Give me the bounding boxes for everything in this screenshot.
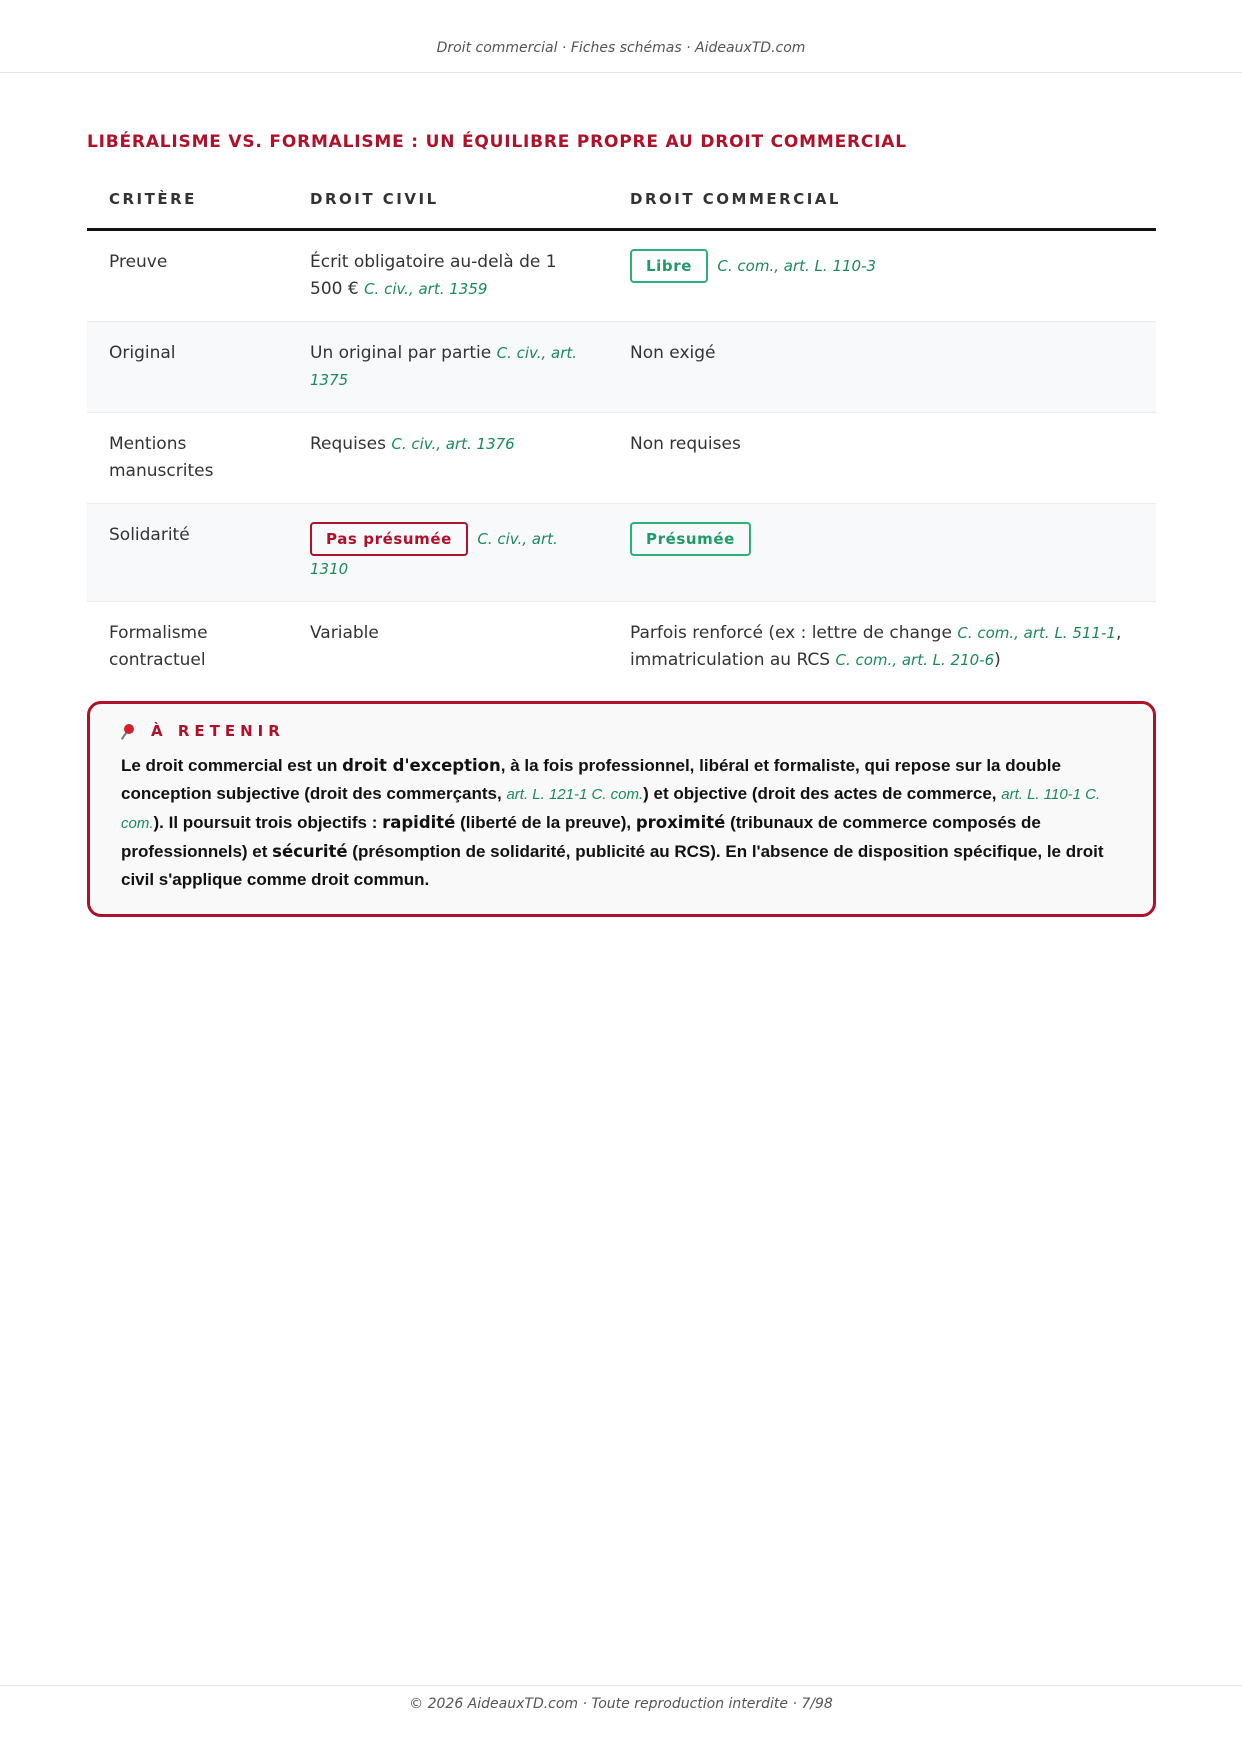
takeaway-text-part: (liberté de la preuve), bbox=[455, 813, 636, 832]
commercial-cell bbox=[608, 602, 1156, 693]
civil-text: Un original par partie bbox=[310, 343, 492, 363]
takeaway-text-part: (présomption de solidarité, publicité au RCS). En l'absence de disposition spécifique, le droit civil s'applique comme droit commun. bbox=[121, 842, 1104, 889]
table-row bbox=[87, 413, 1156, 504]
takeaway-text-part: (tribunaux de commerce composés de professionnels) et bbox=[121, 813, 1041, 861]
takeaway-text-part: Le droit commercial est un bbox=[121, 756, 343, 775]
legal-reference: C. civ., art. 1376 bbox=[391, 435, 515, 453]
takeaway-text-part: ). Il poursuit trois objectifs : bbox=[153, 813, 383, 832]
table-header-row bbox=[87, 182, 1156, 230]
running-footer: © 2026 AideauxTD.com · Toute reproduction interdite · 7/98 bbox=[409, 1696, 833, 1712]
commercial-cell: Non exigé bbox=[608, 322, 1156, 413]
status-badge: Pas présumée bbox=[310, 522, 468, 556]
legal-reference: C. com., art. L. 511-1 bbox=[957, 624, 1116, 642]
commercial-text: , immatriculation au RCS bbox=[630, 623, 1122, 670]
commercial-cell bbox=[608, 230, 1156, 322]
legal-reference: C. civ., art. 1359 bbox=[364, 280, 488, 298]
takeaway-emphasis: rapidité bbox=[382, 813, 456, 832]
legal-reference: C. com., art. L. 110-3 bbox=[717, 257, 877, 275]
column-header-commercial: DROIT COMMERCIAL bbox=[608, 182, 1156, 230]
table-row bbox=[87, 602, 1156, 693]
criterion-cell: Preuve bbox=[87, 230, 288, 322]
legal-reference: art. L. 121-1 C. com. bbox=[506, 786, 644, 803]
commercial-cell bbox=[608, 504, 1156, 602]
status-badge: Libre bbox=[630, 249, 708, 283]
pushpin-icon bbox=[121, 724, 135, 738]
civil-text: Écrit obligatoire au-delà de 1 500 € bbox=[310, 252, 557, 299]
legal-reference: C. civ., art. 1375 bbox=[310, 344, 578, 389]
table-row bbox=[87, 230, 1156, 322]
civil-cell bbox=[288, 322, 608, 413]
status-badge: Présumée bbox=[630, 522, 751, 556]
key-takeaway-text bbox=[121, 752, 1123, 894]
criterion-cell: Original bbox=[87, 322, 288, 413]
footer-divider bbox=[0, 1685, 1242, 1686]
legal-reference: C. civ., art. 1310 bbox=[310, 530, 558, 578]
criterion-cell: Formalisme contractuel bbox=[109, 623, 208, 670]
civil-cell bbox=[288, 504, 608, 602]
commercial-cell: Non requises bbox=[608, 413, 1156, 504]
civil-cell bbox=[288, 413, 608, 504]
takeaway-text-part: , à la fois professionnel, libéral et formaliste, qui repose sur la double conception subjective (droit des commerçants, bbox=[121, 756, 1061, 803]
key-takeaway-label: À RETENIR bbox=[151, 722, 285, 740]
header-divider bbox=[0, 72, 1242, 73]
takeaway-emphasis: sécurité bbox=[272, 842, 348, 861]
takeaway-emphasis: proximité bbox=[635, 813, 726, 832]
comparison-table bbox=[87, 182, 1156, 692]
key-takeaway-box bbox=[87, 701, 1156, 917]
table-row bbox=[87, 322, 1156, 413]
civil-text: Requises bbox=[310, 434, 386, 454]
civil-cell bbox=[288, 230, 608, 322]
table-row bbox=[87, 504, 1156, 602]
commercial-text: Parfois renforcé (ex : lettre de change bbox=[630, 623, 952, 643]
civil-cell: Variable bbox=[310, 623, 379, 643]
legal-reference: C. com., art. L. 210-6 bbox=[835, 651, 995, 669]
takeaway-text-part: ) et objective (droit des actes de commerce, bbox=[643, 784, 1002, 803]
commercial-text: ) bbox=[994, 650, 1001, 670]
criterion-cell: Solidarité bbox=[87, 504, 288, 602]
takeaway-emphasis: droit d'exception bbox=[342, 756, 501, 775]
running-header: Droit commercial · Fiches schémas · AideauxTD.com bbox=[436, 40, 806, 56]
legal-reference: art. L. 110-1 C. com. bbox=[121, 786, 1101, 832]
column-header-civil: DROIT CIVIL bbox=[288, 182, 608, 230]
criterion-cell: Mentions manuscrites bbox=[87, 413, 288, 504]
column-header-criterion: CRITÈRE bbox=[87, 182, 288, 230]
section-title: LIBÉRALISME VS. FORMALISME : UN ÉQUILIBRE PROPRE AU DROIT COMMERCIAL bbox=[87, 132, 907, 152]
key-takeaway-header bbox=[121, 722, 1123, 740]
